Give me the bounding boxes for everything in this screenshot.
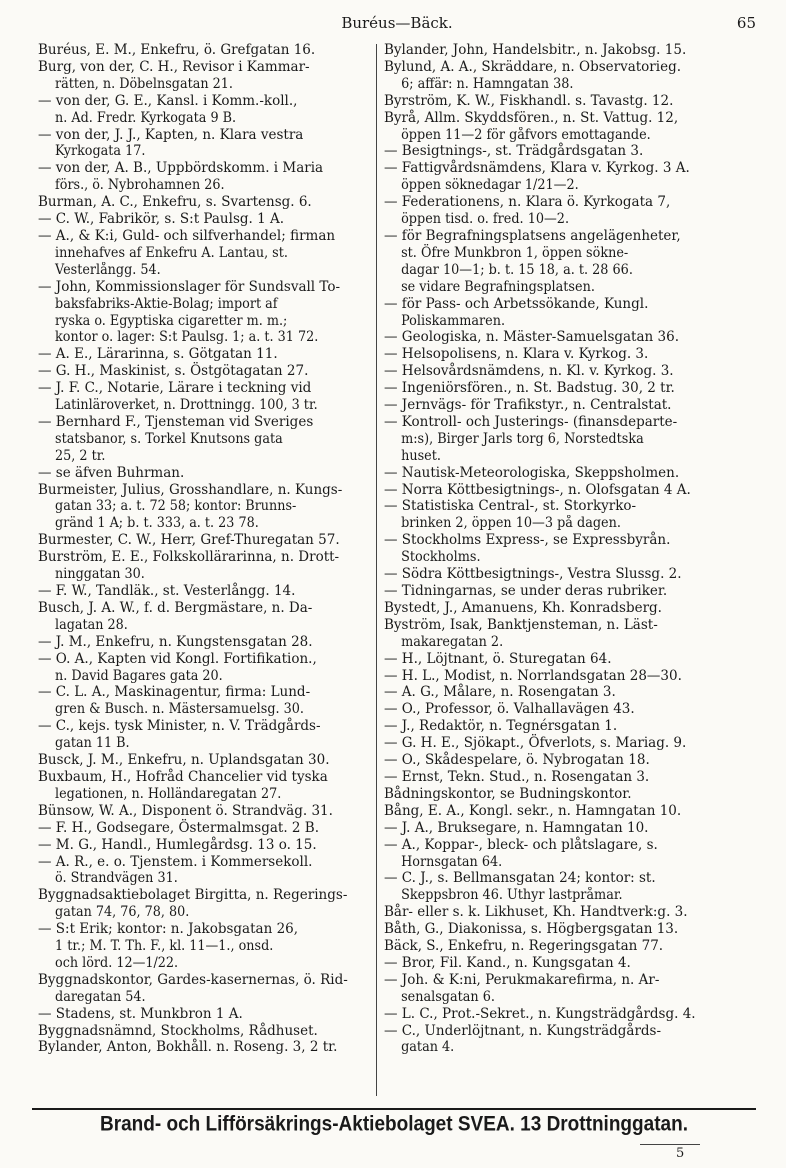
directory-entry-line: — Norra Köttbesigtnings-, n. Olofsgatan 4 A. — [384, 481, 691, 498]
entry-continuation-line: gatan 74, 76, 78, 80. — [55, 904, 190, 921]
directory-entry-line: — Helsopolisens, n. Klara v. Kyrkog. 3. — [384, 346, 649, 363]
entry-continuation-line: statsbanor, s. Torkel Knutsons gata — [55, 430, 283, 447]
directory-entry-line: — Södra Köttbesigtnings-, Vestra Slussg. 2. — [384, 566, 682, 583]
directory-entry-line: — F. H., Godsegare, Östermalmsgat. 2 B. — [38, 819, 320, 836]
directory-entry-line: Byrå, Allm. Skyddsfören., n. St. Vattug. 12, — [384, 109, 679, 126]
footer-advertisement: Brand- och Lifförsäkrings-Aktiebolaget SVEA. 13 Drottninggatan. — [99, 1112, 688, 1137]
directory-entry-line: Burman, A. C., Enkefru, s. Svartensg. 6. — [38, 194, 312, 211]
entry-continuation-line: gatan 4. — [401, 1039, 455, 1056]
directory-entry-line: — C., kejs. tysk Minister, n. V. Trädgårds- — [38, 718, 321, 735]
directory-entry-line: — S:t Erik; kontor: n. Jakobsgatan 26, — [38, 921, 299, 938]
directory-entry-line: — L. C., Prot.-Sekret., n. Kungsträdgårdsg. 4. — [384, 1005, 696, 1022]
entry-continuation-line: brinken 2, öppen 10—3 på dagen. — [401, 515, 621, 532]
page-header — [38, 14, 756, 36]
directory-entry-line: Buréus, E. M., Enkefru, ö. Grefgatan 16. — [38, 42, 316, 58]
entry-continuation-line: n. Ad. Fredr. Kyrkogata 9 B. — [55, 109, 237, 126]
entry-continuation-line: öppen söknedagar 1/21—2. — [401, 177, 579, 194]
entry-continuation-line: ryska o. Egyptiska cigaretter m. m.; — [55, 312, 288, 329]
directory-entry-line: Bystedt, J., Amanuens, Kh. Konradsberg. — [384, 599, 662, 616]
entry-continuation-line: m:s), Birger Jarls torg 6, Norstedtska — [401, 430, 644, 447]
directory-entry-line: Bår- eller s. k. Likhuset, Kh. Handtverk:g. 3. — [384, 904, 688, 921]
directory-entry-line: — för Begrafningsplatsens angelägenheter, — [384, 227, 681, 244]
entry-continuation-line: gren & Busch. n. Mästersamuelsg. 30. — [55, 701, 304, 718]
entry-continuation-line: gatan 11 B. — [55, 735, 130, 752]
directory-entry-line: — O., Professor, ö. Valhallavägen 43. — [384, 701, 635, 718]
directory-entry-line: Bylander, Anton, Bokhåll. n. Roseng. 3, 2 tr. — [38, 1039, 338, 1056]
directory-entry-line: — J. A., Bruksegare, n. Hamngatan 10. — [384, 819, 649, 836]
entry-continuation-line: legationen, n. Holländaregatan 27. — [55, 785, 282, 802]
entry-continuation-line: innehafves af Enkefru A. Lantau, st. — [55, 244, 288, 261]
entry-continuation-line: rätten, n. Döbelnsgatan 21. — [55, 75, 233, 92]
entry-continuation-line: öppen 11—2 för gåfvors emottagande. — [401, 126, 651, 143]
entry-continuation-line: öppen tisd. o. fred. 10—2. — [401, 211, 570, 228]
directory-entry-line: — von der, J. J., Kapten, n. Klara vestra — [38, 126, 304, 143]
entry-continuation-line: 25, 2 tr. — [55, 447, 106, 464]
directory-entry-line: — Statistiska Central-, st. Storkyrko- — [384, 498, 637, 515]
directory-entry-line: — J., Redaktör, n. Tegnérsgatan 1. — [384, 718, 618, 735]
directory-entry-line: — A., & K:i, Guld- och silfverhandel; firman — [38, 227, 336, 244]
directory-entry-line: — Jernvägs- för Trafikstyr., n. Centralstat. — [384, 397, 672, 414]
directory-entry-line: Bäck, S., Enkefru, n. Regeringsgatan 77. — [384, 938, 664, 955]
entry-continuation-line: dagar 10—1; b. t. 15 18, a. t. 28 66. — [401, 261, 633, 278]
directory-entry-line: Byggnadsnämnd, Stockholms, Rådhuset. — [38, 1022, 318, 1039]
directory-entry-line: Bylund, A. A., Skräddare, n. Observatorieg. — [384, 58, 681, 75]
right-column — [384, 42, 740, 1107]
signature-mark: 5 — [676, 1146, 685, 1161]
directory-entry-line: — A. R., e. o. Tjenstem. i Kommersekoll. — [38, 853, 313, 870]
entry-continuation-line: lagatan 28. — [55, 616, 128, 633]
entry-continuation-line: baksfabriks-Aktie-Bolag; import af — [55, 295, 278, 312]
directory-entry-line: — Kontroll- och Justerings- (finansdeparte- — [384, 413, 678, 430]
directory-entry-line: — Nautisk-Meteorologiska, Skeppsholmen. — [384, 464, 680, 481]
entry-continuation-line: se vidare Begrafningsplatsen. — [401, 278, 595, 295]
directory-entry-line: — G. H. E., Sjökapt., Öfverlots, s. Mariag. 9. — [384, 735, 687, 752]
directory-entry-line: — Stadens, st. Munkbron 1 A. — [38, 1005, 243, 1022]
entry-continuation-line: senalsgatan 6. — [401, 988, 495, 1005]
directory-entry-line: — C., Underlöjtnant, n. Kungsträdgårds- — [384, 1022, 662, 1039]
entry-continuation-line: ninggatan 30. — [55, 566, 145, 583]
running-title: Buréus—Bäck. — [341, 14, 453, 32]
entry-continuation-line: Skeppsbron 46. Uthyr lastpråmar. — [401, 887, 623, 904]
entry-continuation-line: makaregatan 2. — [401, 633, 504, 650]
directory-entry-line: — H., Löjtnant, ö. Sturegatan 64. — [384, 650, 612, 667]
entry-continuation-line: Stockholms. — [401, 549, 481, 566]
directory-entry-line: — Ingeniörsfören., n. St. Badstug. 30, 2 tr. — [384, 380, 675, 397]
directory-entry-line: Burström, E. E., Folkskollärarinna, n. Drott- — [38, 549, 340, 566]
directory-entry-line: Buxbaum, H., Hofråd Chancelier vid tyska — [38, 768, 328, 785]
directory-entry-line: — A. G., Målare, n. Rosengatan 3. — [384, 684, 616, 701]
entry-continuation-line: huset. — [401, 447, 441, 464]
directory-entry-line: — O., Skådespelare, ö. Nybrogatan 18. — [384, 752, 650, 769]
directory-entry-line: — Federationens, n. Klara ö. Kyrkogata 7, — [384, 194, 671, 211]
directory-entry-line: — se äfven Buhrman. — [38, 464, 185, 481]
directory-entry-line: Båth, G., Diakonissa, s. Högbergsgatan 13. — [384, 921, 679, 938]
entry-continuation-line: n. David Bagares gata 20. — [55, 667, 223, 684]
directory-entry-line: Byrström, K. W., Fiskhandl. s. Tavastg. 12. — [384, 92, 674, 109]
directory-entry-line: — John, Kommissionslager för Sundsvall To- — [38, 278, 341, 295]
directory-entry-line: — von der, G. E., Kansl. i Komm.-koll., — [38, 92, 298, 109]
entry-continuation-line: 1 tr.; M. T. Th. F., kl. 11—1., onsd. — [55, 938, 274, 955]
directory-entry-line: — J. M., Enkefru, n. Kungstensgatan 28. — [38, 633, 313, 650]
entry-continuation-line: daregatan 54. — [55, 988, 146, 1005]
directory-entry-line: — M. G., Handl., Humlegårdsg. 13 o. 15. — [38, 836, 317, 853]
directory-entry-line: Byggnadskontor, Gardes-kasernernas, ö. Rid- — [38, 971, 348, 988]
entry-continuation-line: kontor o. lager: S:t Paulsg. 1; a. t. 31 72. — [55, 329, 319, 346]
directory-entry-line: Burg, von der, C. H., Revisor i Kammar- — [38, 58, 310, 75]
directory-entry-line: Bång, E. A., Kongl. sekr., n. Hamngatan 10. — [384, 802, 682, 819]
directory-entry-line: — O. A., Kapten vid Kongl. Fortifikation., — [38, 650, 317, 667]
left-column — [38, 42, 370, 1107]
directory-entry-line: — Bror, Fil. Kand., n. Kungsgatan 4. — [384, 954, 631, 971]
entry-continuation-line: Vesterlångg. 54. — [55, 261, 161, 278]
entry-continuation-line: gatan 33; a. t. 72 58; kontor: Brunns- — [55, 498, 297, 515]
entry-continuation-line: Latinläroverket, n. Drottningg. 100, 3 tr. — [55, 397, 318, 414]
directory-entry-line: Bådningskontor, se Budningskontor. — [384, 785, 632, 802]
entry-continuation-line: Hornsgatan 64. — [401, 853, 503, 870]
directory-entry-line: — Helsovårdsnämdens, n. Kl. v. Kyrkog. 3. — [384, 363, 674, 380]
entry-continuation-line: Kyrkogata 17. — [55, 143, 146, 160]
signature-rule — [640, 1144, 700, 1145]
directory-entry-line: — J. F. C., Notarie, Lärare i teckning vid — [38, 380, 312, 397]
entry-continuation-line: 6; affär: n. Hamngatan 38. — [401, 75, 574, 92]
entry-continuation-line: Poliskammaren. — [401, 312, 506, 329]
entry-continuation-line: st. Öfre Munkbron 1, öppen sökne- — [401, 244, 629, 261]
directory-entry-line: Busck, J. M., Enkefru, n. Uplandsgatan 30. — [38, 752, 330, 769]
directory-entry-line: Busch, J. A. W., f. d. Bergmästare, n. Da- — [38, 599, 313, 616]
directory-entry-line: Byström, Isak, Banktjensteman, n. Läst- — [384, 616, 658, 633]
page-number: 65 — [736, 14, 756, 32]
directory-entry-line: Bünsow, W. A., Disponent ö. Strandväg. 31. — [38, 802, 333, 819]
entry-continuation-line: och lörd. 12—1/22. — [55, 954, 179, 971]
directory-entry-line: — Fattigvårdsnämdens, Klara v. Kyrkog. 3 A. — [384, 160, 690, 177]
directory-entry-line: — H. L., Modist, n. Norrlandsgatan 28—30. — [384, 667, 682, 684]
entry-continuation-line: ö. Strandvägen 31. — [55, 870, 178, 887]
entry-continuation-line: gränd 1 A; b. t. 333, a. t. 23 78. — [55, 515, 259, 532]
directory-entry-line: Burmeister, Julius, Grosshandlare, n. Kungs- — [38, 481, 343, 498]
directory-entry-line: — Ernst, Tekn. Stud., n. Rosengatan 3. — [384, 768, 650, 785]
directory-entry-line: — Joh. & K:ni, Perukmakarefirma, n. Ar- — [384, 971, 660, 988]
directory-entry-line: Byggnadsaktiebolaget Birgitta, n. Regerings- — [38, 887, 348, 904]
directory-entry-line: — Bernhard F., Tjensteman vid Sveriges — [38, 413, 314, 430]
directory-entry-line: — Geologiska, n. Mäster-Samuelsgatan 36. — [384, 329, 679, 346]
directory-entry-line: — C. J., s. Bellmansgatan 24; kontor: st. — [384, 870, 656, 887]
column-divider — [376, 44, 377, 1096]
directory-entry-line: — F. W., Tandläk., st. Vesterlångg. 14. — [38, 583, 296, 599]
directory-entry-line: — A. E., Lärarinna, s. Götgatan 11. — [38, 346, 278, 363]
directory-entry-line: — A., Koppar-, bleck- och plåtslagare, s. — [384, 836, 658, 853]
directory-entry-line: — för Pass- och Arbetssökande, Kungl. — [384, 295, 649, 312]
directory-entry-line: — Tidningarnas, se under deras rubriker. — [384, 583, 668, 599]
directory-entry-line: — Besigtnings-, st. Trädgårdsgatan 3. — [384, 143, 644, 160]
directory-entry-line: — C. L. A., Maskinagentur, firma: Lund- — [38, 684, 311, 701]
directory-entry-line: — Stockholms Express-, se Expressbyrån. — [384, 532, 671, 549]
entry-continuation-line: förs., ö. Nybrohamnen 26. — [55, 177, 225, 194]
footer-rule — [32, 1108, 756, 1110]
directory-entry-line: — C. W., Fabrikör, s. S:t Paulsg. 1 A. — [38, 211, 285, 228]
directory-entry-line: Bylander, John, Handelsbitr., n. Jakobsg. 15. — [384, 42, 687, 58]
directory-entry-line: Burmester, C. W., Herr, Gref-Thuregatan 57. — [38, 532, 340, 549]
directory-entry-line: — von der, A. B., Uppbördskomm. i Maria — [38, 160, 324, 177]
directory-entry-line: — G. H., Maskinist, s. Östgötagatan 27. — [38, 363, 309, 380]
